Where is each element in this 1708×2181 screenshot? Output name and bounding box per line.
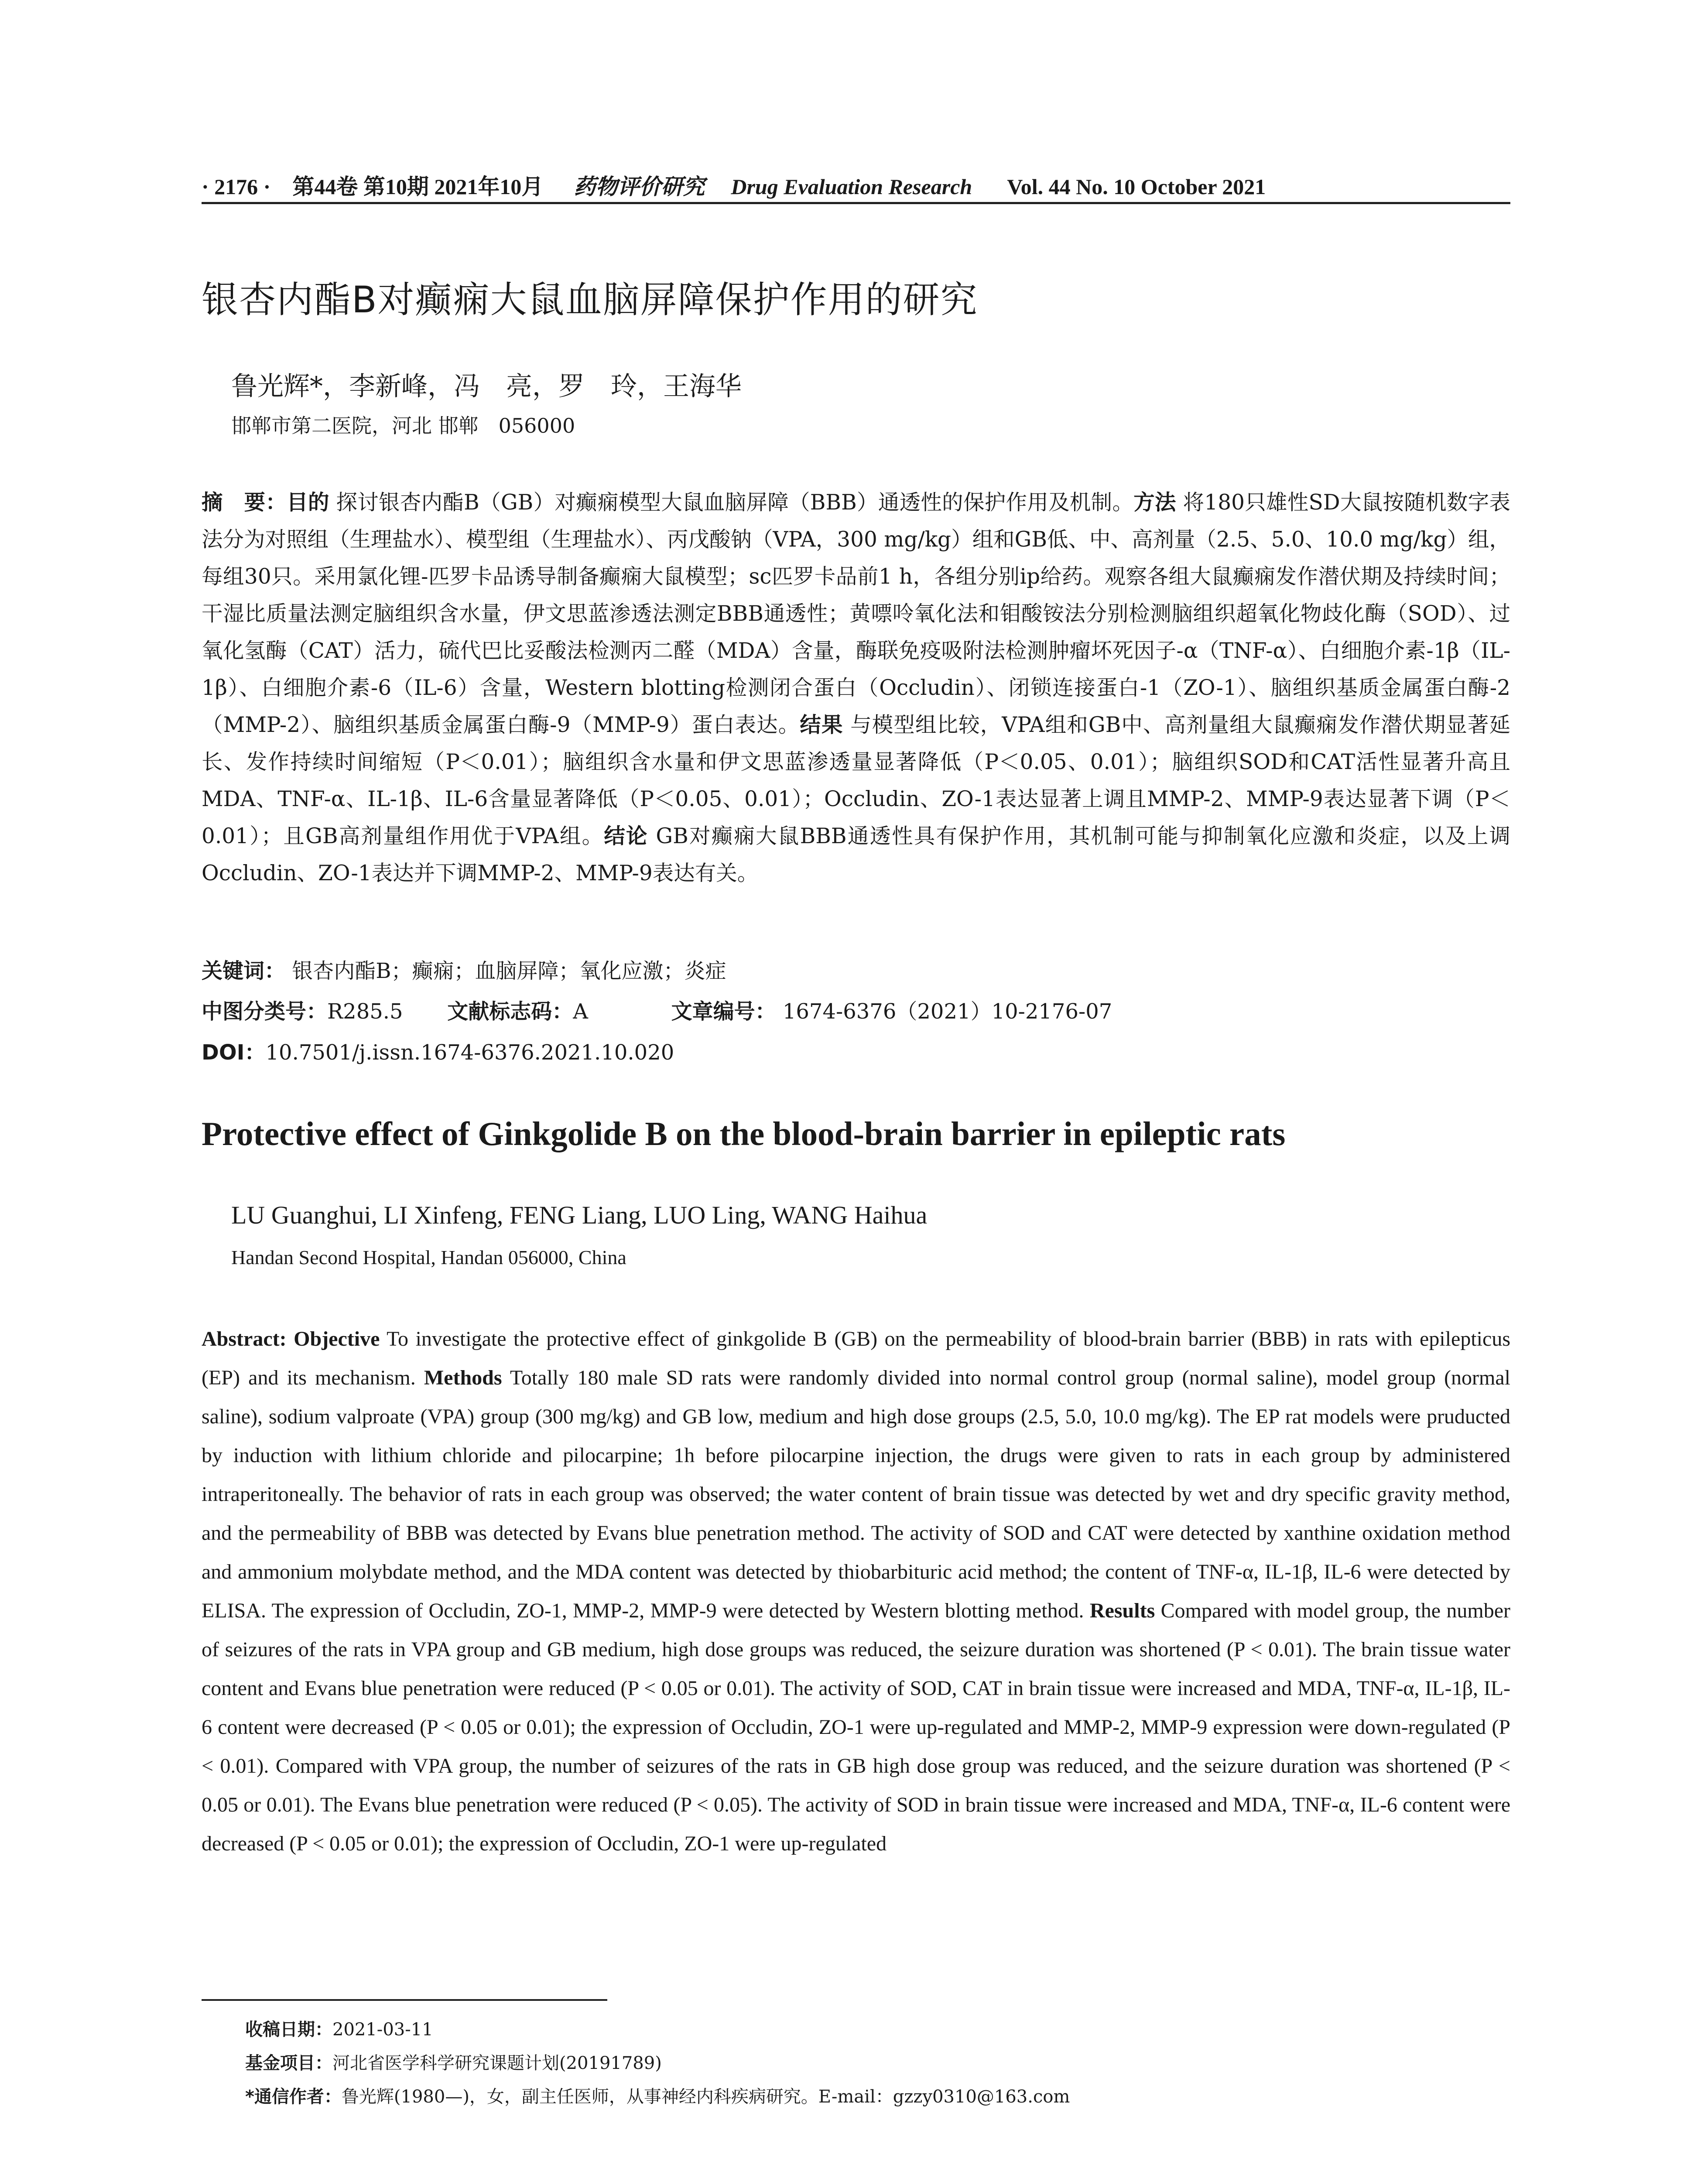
keywords-label: 关键词： xyxy=(202,959,286,983)
authors-cn: 鲁光辉*，李新峰，冯 亮，罗 玲，王海华 xyxy=(231,371,742,402)
objective-en: To investigate the protective effect of ginkgolide B (GB) on the permeability of blood-brain barrier (BBB) in rats with epilepticus (EP) and its mechanism. xyxy=(202,1327,1510,1389)
methods-cn-label: 方法 xyxy=(1133,490,1176,515)
page-number: · 2176 · xyxy=(202,174,271,199)
doc-code-label: 文献标志码： xyxy=(447,999,573,1024)
running-header xyxy=(202,169,1510,201)
corr-value: 鲁光辉(1980—)，女，副主任医师，从事神经内科疾病研究。E-mail：gzzy0310@163.com xyxy=(341,2087,1070,2107)
header-rule xyxy=(202,202,1510,204)
results-en: Compared with model group, the number of seizures of the rats in VPA group and GB medium, high dose groups was reduced, the seizure duration was shortened (P < 0.01). The brain tissue water content and Evans blue penetration were reduced (P < 0.05 or 0.01). The activity of SOD, CAT in brain tissue were increased and MDA, TNF-α, IL-1β, IL-6 content were decreased (P < 0.05 or 0.01); the expression of Occludin, ZO-1 were up-regulated and MMP-2, MMP-9 expression were down-regulated (P < 0.01). Compared with VPA group, the number of seizures of the rats in GB high dose group was reduced, and the seizure duration was shortened (P < 0.05 or 0.01). The Evans blue penetration were reduced (P < 0.05). The activity of SOD in brain tissue were increased and MDA, TNF-α, IL-6 content were decreased (P < 0.05 or 0.01); the expression of Occludin, ZO-1 were up-regulated xyxy=(202,1599,1510,1855)
classification-line xyxy=(202,995,1112,1025)
results-cn: 与模型组比较，VPA组和GB中、高剂量组大鼠癫痫发作潜伏期显著延长、发作持续时间缩短（P＜0.01）；脑组织含水量和伊文思蓝渗透量显著降低（P＜0.05、0.01）；脑组织SOD和CAT活性显著升高且MDA、TNF-α、IL-1β、IL-6含量显著降低（P＜0.05、0.01）；Occludin、ZO-1表达显著上调且MMP-2、MMP-9表达显著下调（P＜0.01）；且GB高剂量组作用优于VPA组。 xyxy=(202,713,1510,848)
footnote-rule xyxy=(202,1999,607,2001)
affiliation-en: Handan Second Hospital, Handan 056000, China xyxy=(231,1246,626,1268)
clc-label: 中图分类号： xyxy=(202,999,328,1024)
received-value: 2021-03-11 xyxy=(332,2020,433,2040)
article-no: 1674-6376（2021）10-2176-07 xyxy=(782,999,1112,1024)
results-en-label: Results xyxy=(1089,1599,1155,1622)
results-cn-label: 结果 xyxy=(800,713,843,737)
corresponding-author xyxy=(245,2080,1070,2114)
abstract-cn-label: 摘 要： xyxy=(202,490,287,515)
affiliation-cn: 邯郸市第二医院，河北 邯郸 056000 xyxy=(231,414,575,438)
fund-value: 河北省医学科学研究课题计划(20191789) xyxy=(332,2053,662,2073)
methods-en: Totally 180 male SD rats were randomly divided into normal control group (normal saline), model group (normal saline), sodium valproate (VPA) group (300 mg/kg) and GB low, medium and high dose groups (2.5, 5.0, 10.0 mg/kg). The EP rat models were pruducted by induction with lithium chloride and pilocarpine; 1h before pilocarpine injection, the drugs were given to rats in each group by administered intraperitoneally. The behavior of rats in each group was observed; the water content of brain tissue was detected by wet and dry specific gravity method, and the permeability of BBB was detected by Evans blue penetration method. The activity of SOD and CAT were detected by xanthine oxidation method and ammonium molybdate method, and the MDA content was detected by thiobarbituric acid method; the content of TNF-α, IL-1β, IL-6 were detected by ELISA. The expression of Occludin, ZO-1, MMP-2, MMP-9 were detected by Western blotting method. xyxy=(202,1366,1511,1622)
objective-cn-label: 目的 xyxy=(287,490,329,515)
conclusion-cn: GB对癫痫大鼠BBB通透性具有保护作用，其机制可能与抑制氧化应激和炎症，以及上调Occludin、ZO-1表达并下调MMP-2、MMP-9表达有关。 xyxy=(202,824,1510,885)
objective-en-label: Objective xyxy=(294,1327,380,1350)
title-cn: 银杏内酯B对癫痫大鼠血脑屏障保护作用的研究 xyxy=(202,278,978,321)
keywords-line xyxy=(202,954,726,984)
article-no-label: 文章编号： xyxy=(671,999,776,1024)
abstract-cn xyxy=(202,484,1510,892)
volume-cn: 第44卷 第10期 2021年10月 xyxy=(292,174,544,199)
doi: 10.7501/j.issn.1674-6376.2021.10.020 xyxy=(265,1040,674,1065)
authors-en: LU Guanghui, LI Xinfeng, FENG Liang, LUO Ling, WANG Haihua xyxy=(231,1201,928,1229)
conclusion-cn-label: 结论 xyxy=(604,824,648,848)
abstract-en xyxy=(202,1320,1510,1863)
journal-name-cn: 药物评价研究 xyxy=(574,174,705,199)
journal-name-en: Drug Evaluation Research xyxy=(731,174,972,199)
corr-label: *通信作者： xyxy=(245,2087,342,2107)
doi-label: DOI： xyxy=(202,1040,266,1065)
footnotes xyxy=(245,2013,1070,2114)
received-label: 收稿日期： xyxy=(245,2020,332,2040)
doi-line xyxy=(202,1036,674,1066)
volume-en: Vol. 44 No. 10 October 2021 xyxy=(1007,174,1266,199)
clc-code: R285.5 xyxy=(327,999,403,1024)
methods-cn: 将180只雄性SD大鼠按随机数字表法分为对照组（生理盐水）、模型组（生理盐水）、丙戊酸钠（VPA，300 mg/kg）组和GB低、中、高剂量（2.5、5.0、10.0 mg/kg）组，每组30只。采用氯化锂-匹罗卡品诱导制备癫痫大鼠模型；sc匹罗卡品前1 h，各组分别ip给药。观察各组大鼠癫痫发作潜伏期及持续时间；干湿比质量法测定脑组织含水量，伊文思蓝渗透法测定BBB通透性；黄嘌呤氧化法和钼酸铵法分别检测脑组织超氧化物歧化酶（SOD）、过氧化氢酶（CAT）活力，硫代巴比妥酸法检测丙二醛（MDA）含量，酶联免疫吸附法检测肿瘤坏死因子-α（TNF-α）、白细胞介素-1β（IL-1β）、白细胞介素-6（IL-6）含量，Western blotting检测闭合蛋白（Occludin）、闭锁连接蛋白-1（ZO-1）、脑组织基质金属蛋白酶-2（MMP-2）、脑组织基质金属蛋白酶-9（MMP-9）蛋白表达。 xyxy=(202,490,1510,737)
methods-en-label: Methods xyxy=(424,1366,502,1389)
fund-label: 基金项目： xyxy=(245,2053,332,2073)
fund-item xyxy=(245,2047,1070,2080)
received-date xyxy=(245,2013,1070,2047)
title-en: Protective effect of Ginkgolide B on the blood-brain barrier in epileptic rats xyxy=(202,1115,1286,1152)
abstract-en-label: Abstract: xyxy=(202,1327,287,1350)
doc-code: A xyxy=(573,999,588,1024)
keywords: 银杏内酯B；癫痫；血脑屏障；氧化应激；炎症 xyxy=(292,959,726,983)
objective-cn: 探讨银杏内酯B（GB）对癫痫模型大鼠血脑屏障（BBB）通透性的保护作用及机制。 xyxy=(336,490,1134,515)
